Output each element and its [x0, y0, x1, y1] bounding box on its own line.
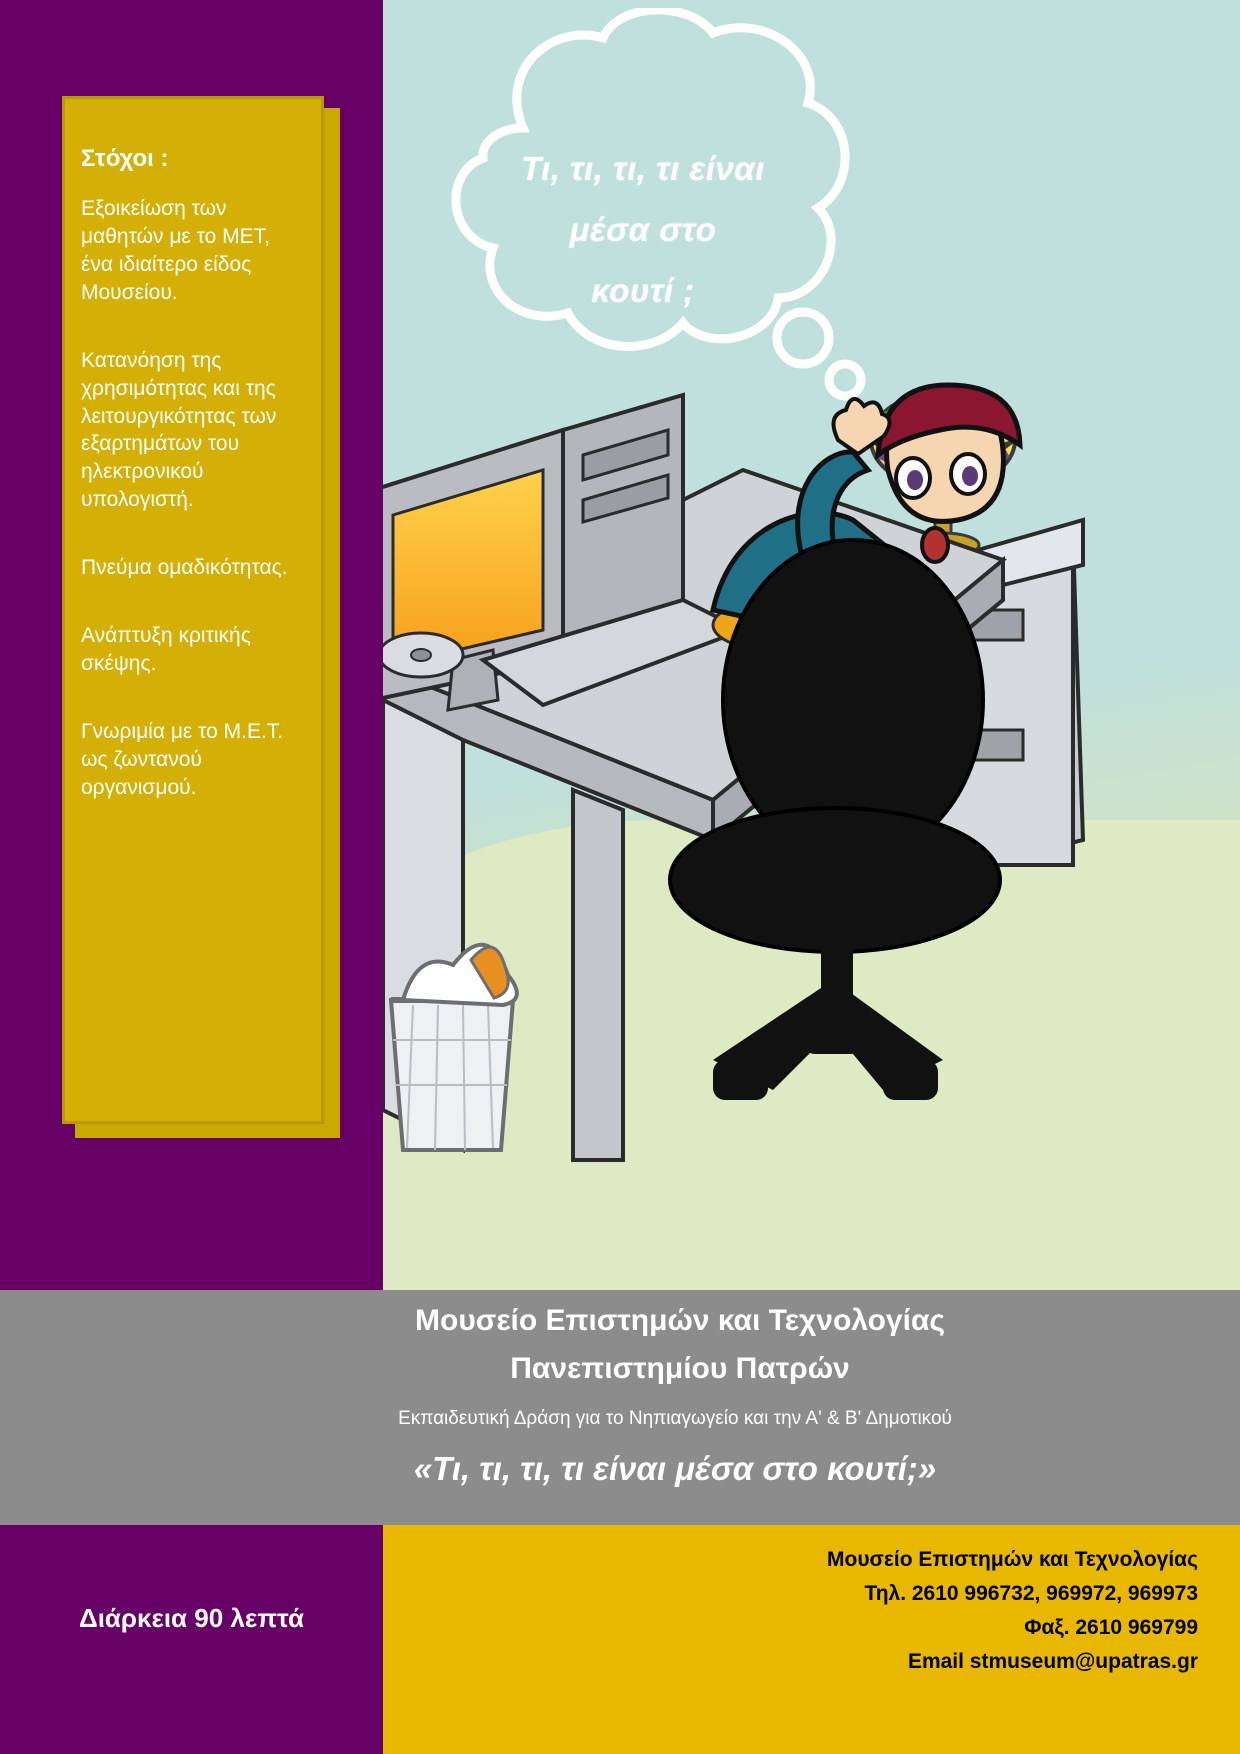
- goals-title: Στόχοι :: [81, 145, 169, 172]
- thought-line-1: Τι, τι, τι, τι είναι: [521, 150, 765, 187]
- goals-item: Εξοικείωση των μαθητών με το ΜΕΤ, ένα ιδιαίτερο είδος Μουσείου.: [81, 197, 270, 304]
- museum-banner: [0, 1290, 1240, 1525]
- illustration-panel: [383, 0, 1240, 1290]
- thought-line-3: κουτί ;: [591, 272, 695, 310]
- contact-line: Email stmuseum@upatras.gr: [907, 1650, 1198, 1674]
- banner-action-title: «Τι, τι, τι, τι είναι μέσα στο κουτί;»: [413, 1450, 937, 1487]
- contact-line: Φαξ. 2610 969799: [1024, 1616, 1198, 1640]
- banner-subtitle: Εκπαιδευτική Δράση για το Νηπιαγωγείο και την Α' & Β' Δημοτικού: [398, 1408, 952, 1429]
- goals-item: Γνωριμία με το Μ.Ε.Τ. ως ζωντανού οργανισμού.: [81, 719, 284, 799]
- scene-illustration: [383, 0, 1240, 1290]
- museum-name-line-1: Μουσείο Επιστημών και Τεχνολογίας: [415, 1304, 945, 1337]
- footer-purple-block: [0, 1525, 383, 1754]
- poster-footer: [0, 1525, 1240, 1754]
- cd-disc: [383, 633, 463, 677]
- goals-item: Πνεύμα ομαδικότητας.: [81, 556, 288, 580]
- thought-line-2: μέσα στο: [569, 211, 717, 249]
- contact-line: Μουσείο Επιστημών και Τεχνολογίας: [827, 1548, 1198, 1571]
- museum-name-line-2: Πανεπιστημίου Πατρών: [510, 1352, 850, 1385]
- contact-block: [827, 1543, 1198, 1679]
- contact-line: Τηλ. 2610 996732, 969972, 969973: [864, 1582, 1198, 1606]
- goals-item: Κατανόηση της χρησιμότητας και της λειτουργικότητας των εξαρτημάτων του ηλεκτρονικού υπολογιστή.: [81, 348, 277, 512]
- duration-label: Διάρκεια 90 λεπτά: [79, 1603, 304, 1633]
- goals-box: [62, 96, 324, 1124]
- goals-item: Ανάπτυξη κριτικής σκέψης.: [81, 624, 251, 676]
